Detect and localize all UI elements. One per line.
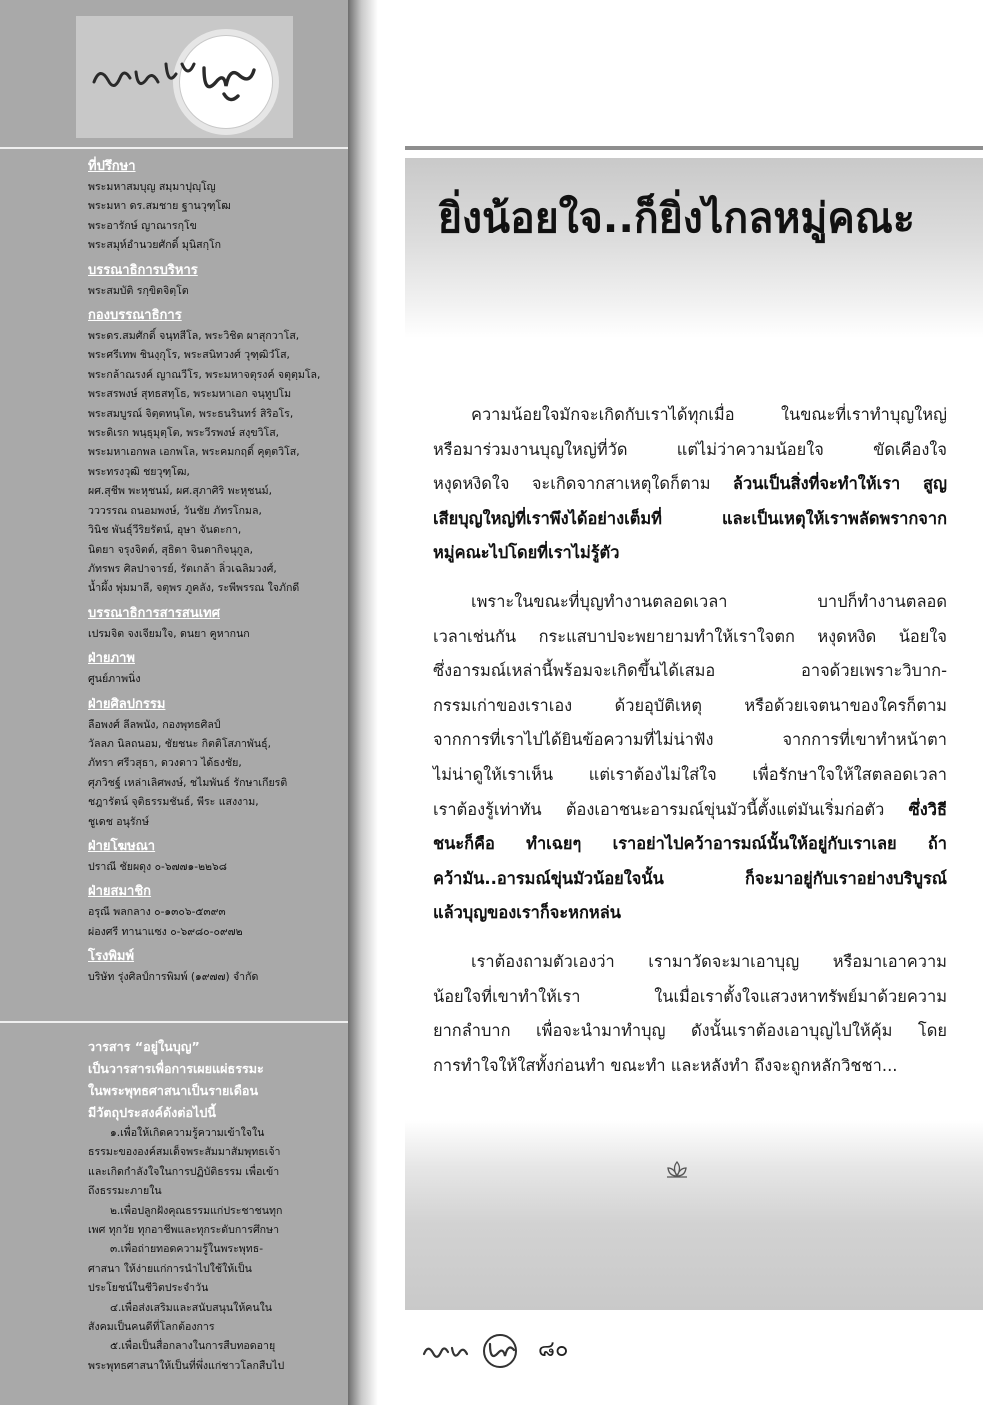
staff-line: บริษัท รุ่งศิลป์การพิมพ์ (๑๙๗๗) จำกัด (88, 971, 259, 984)
article-line (433, 585, 947, 620)
masthead-section (88, 260, 340, 301)
article-emphasis: แล้วบุญของเราก็จะหกหล่น (433, 903, 621, 923)
section-heading: บรรณาธิการบริหาร (88, 262, 198, 278)
article-title: ยิ่งน้อยใจ..ก็ยิ่งไกลหมู่คณะ (438, 194, 915, 242)
staff-line: ชูเดช อนุรักษ์ (88, 815, 149, 828)
staff-line: นิตยา จรุงจิตต์, สุธิดา จินดากิจนุกูล, (88, 543, 253, 556)
article-text: ไม่น่าดูให้เราเห็น แต่เราต้องไม่ใส่ใจ เพื่อรักษาใจให้ใสตลอดเวลา (433, 764, 947, 784)
article-line (433, 467, 947, 502)
article-text: กรรมเก่าของเราเอง ด้วยอุบัติเหตุ หรือด้วยเจตนาของใครก็ตาม (433, 695, 947, 715)
staff-line: ลือพงศ์ ลีลพนัง, กองพุทธศิลป์ (88, 718, 221, 731)
staff-line: พระอารักษ์ ญาณารกฺโข (88, 219, 197, 232)
about-line: ศาสนา ให้ง่ายแก่การนำไปใช้ให้เป็น (88, 1262, 252, 1275)
article-text: เราต้องถามตัวเองว่า เรามาวัดจะมาเอาบุญ หรือมาเอาความ (471, 951, 947, 971)
article-text: น้อยใจที่เขาทำให้เรา ในเมื่อเราตั้งใจแสวงหาทรัพย์มาด้วยความ (433, 986, 947, 1006)
article-text: เราต้องรู้เท่าทัน ต้องเอาชนะอารมณ์ขุ่นมัวนี้ตั้งแต่มันเริ่มก่อตัว (433, 799, 909, 819)
about-line: ๔.เพื่อส่งเสริมและสนับสนุนให้คนใน (110, 1301, 273, 1314)
article-line (433, 654, 947, 689)
about-line: ๓.เพื่อถ่ายทอดความรู้ในพระพุทธ- (110, 1243, 264, 1256)
staff-line: วัลลภ นิลถนอม, ชัยชนะ กิตติโสภาพันธุ์, (88, 737, 271, 750)
article-text: ยากลำบาก เพื่อจะนำมาทำบุญ ดังนั้นเราต้องเอาบุญไปให้คุ้ม โดย (433, 1021, 947, 1041)
article-paragraph (433, 585, 947, 931)
article-paragraph (433, 945, 947, 1083)
about-line: ๑.เพื่อให้เกิดความรู้ความเข้าใจใน (110, 1127, 265, 1139)
masthead-section (88, 881, 340, 942)
article-line (433, 793, 947, 828)
staff-line: วววรรณ ถนอมพงษ์, วันชัย ภัทรโกมล, (88, 504, 262, 517)
section-heading: ฝ่ายศิลปกรรม (88, 696, 166, 712)
article-emphasis: คว้ามัน..อารมณ์ขุ่นมัวน้อยใจนั้น ก็จะมาอยู่กับเราอย่างบริบูรณ์ (433, 868, 947, 888)
masthead-section (88, 305, 340, 599)
about-title-line: มีวัตถุประสงค์ดังต่อไปนี้ (88, 1105, 216, 1120)
staff-line: เปรมจิต จงเจียมใจ, ดนยา คูหากนก (88, 627, 250, 640)
article-line (433, 862, 947, 897)
article-line (433, 1049, 947, 1084)
article-emphasis: เสียบุญใหญ่ที่เราพึงได้อย่างเต็มที่ และเป็นเหตุให้เราพลัดพรากจาก (433, 508, 947, 528)
staff-line: พระสมุห์อำนวยศักดิ์ มุนิสกฺโก (88, 239, 222, 252)
staff-line: ศุภวิชฐ์ เหล่าเลิศพงษ์, ชไมพันธ์ รักษาเกียรติ (88, 776, 288, 789)
sidebar-divider-top (0, 147, 348, 149)
staff-line: พระมหาสมบุญ สมฺมาปุญฺโญ (88, 181, 216, 193)
sidebar-divider-bottom (0, 1021, 348, 1023)
staff-line: วินิช พันธุ์วีริยรัตน์, อุษา จันดะกา, (88, 524, 242, 537)
article-line (433, 980, 947, 1015)
magazine-logo-graphic (76, 16, 293, 138)
staff-line: ผ่องศรี ทานาแซง ๐-๖๙๘๐-๐๙๗๒ (88, 925, 243, 938)
masthead-section (88, 648, 340, 689)
article-line (433, 723, 947, 758)
masthead-section (88, 694, 340, 832)
article-line (433, 896, 947, 931)
staff-line: พระสมบัติ รกฺขิตจิตฺโต (88, 284, 189, 297)
article-text: หรือมาร่วมงานบุญใหญ่ที่วัด แต่ไม่ว่าความน้อยใจ ขัดเคืองใจ (433, 439, 947, 459)
about-title (88, 1036, 340, 1124)
masthead-section (88, 946, 340, 987)
about-line: ประโยชน์ในชีวิตประจำวัน (88, 1282, 209, 1295)
staff-line: น้ำผึ้ง พุ่มมาลี, จตุพร ภูคลัง, ระพีพรรณ ใจภักดี (88, 582, 300, 595)
magazine-logo (76, 16, 293, 138)
article-emphasis: หมู่คณะไปโดยที่เราไม่รู้ตัว (433, 543, 620, 563)
article-text: ความน้อยใจมักจะเกิดกับเราได้ทุกเมื่อ ในขณะที่เราทำบุญใหญ่ (471, 405, 947, 424)
staff-line: ภัทรา ศรีวสุธา, ดวงดาว ได้ธงชัย, (88, 757, 242, 770)
about-line: ๕.เพื่อเป็นสื่อกลางในการสืบทอดอายุ (110, 1340, 276, 1353)
article-emphasis: ชนะก็คือ ทำเฉยๆ เราอย่าไปคว้าอารมณ์นั้นให้อยู่กับเราเลย ถ้า (433, 834, 947, 854)
article-emphasis: ล้วนเป็นสิ่งที่จะทำให้เรา สูญ (732, 474, 947, 494)
article-text: จากการที่เราไปได้ยินข้อความที่ไม่น่าฟัง จากการที่เขาทำหน้าตา (433, 730, 947, 750)
staff-line: พระดิเรก พนฺธุมุตฺโต, พระวีรพงษ์ สงฺขวิโส, (88, 427, 280, 440)
masthead (88, 156, 340, 992)
article-line (433, 433, 947, 468)
about-line: ๒.เพื่อปลูกฝังคุณธรรมแก่ประชาชนทุก (110, 1204, 283, 1217)
article-line (433, 827, 947, 862)
about-line: สังคมเป็นคนดีที่โลกต้องการ (88, 1321, 215, 1334)
article-text: เวลาเช่นกัน กระแสบาปจะพยายามทำให้เราใจตก หงุดหงิด น้อยใจ (433, 626, 947, 646)
article-line (433, 945, 947, 980)
article-line (433, 758, 947, 793)
staff-line: พระมหาเอกพล เอกพโล, พระคมกฤดิ์ คุตฺตวิโส, (88, 446, 300, 459)
article-emphasis: ซึ่งวิธี (908, 799, 947, 819)
staff-line: พระกล้าณรงค์ ญาณวีโร, พระมหาจตุรงค์ จตุตฺมโล, (88, 368, 321, 381)
about-section (88, 1036, 340, 1376)
about-line: ธรรมะขององค์สมเด็จพระสัมมาสัมพุทธเจ้า (88, 1146, 281, 1159)
about-title-line: เป็นวารสารเพื่อการเผยแผ่ธรรมะ (88, 1061, 264, 1076)
about-title-line: วารสาร “อยู่ในบุญ” (88, 1039, 200, 1054)
article-body (433, 398, 947, 1097)
section-heading: ที่ปรึกษา (88, 159, 136, 174)
section-heading: ฝ่ายโฆษณา (88, 838, 156, 854)
staff-line: พระทรงวุฒิ ชยวุฑฺโฒ, (88, 465, 190, 478)
article-text: หงุดหงิดใจ จะเกิดจากสาเหตุใดก็ตาม (433, 474, 733, 494)
top-rule (405, 146, 983, 150)
article-line (433, 536, 947, 571)
about-line: ถึงธรรมะภายใน (88, 1185, 162, 1198)
page-number: ๘๐ (538, 1337, 569, 1362)
article-text: การทำใจให้ใสทั้งก่อนทำ ขณะทำ และหลังทำ ถึงจะถูกหลักวิชชา... (433, 1055, 898, 1075)
article-line (433, 1014, 947, 1049)
footer-logo (420, 1332, 530, 1370)
staff-line: พระสมบูรณ์ จิตฺตทนฺโต, พระธนรินทร์ สิริอโร, (88, 407, 294, 420)
staff-line: ศูนย์ภาพนิ่ง (88, 673, 141, 686)
staff-line: อรุณี พลกลาง ๐-๑๓๐๖-๕๓๙๓ (88, 906, 226, 919)
staff-line: พระมหา ดร.สมชาย ฐานวุฑฺโฒ (88, 200, 231, 213)
article-line (433, 502, 947, 537)
article-line (433, 398, 947, 433)
article-line (433, 689, 947, 724)
staff-line: พระสรพงษ์ สุทธสทฺโธ, พระมหาเอก จนฺทูปโม (88, 388, 292, 401)
staff-line: ผศ.สุชีพ พะหุชนม์, ผศ.สุภาศิริ พะหุชนม์, (88, 485, 273, 498)
article-paragraph (433, 398, 947, 571)
section-heading: โรงพิมพ์ (88, 949, 135, 965)
section-heading: กองบรรณาธิการ (88, 308, 182, 324)
about-line: และเกิดกำลังใจในการปฏิบัติธรรม เพื่อเข้า (88, 1165, 280, 1178)
masthead-section (88, 836, 340, 877)
staff-line: พระดร.สมศักดิ์ จนฺทสีโล, พระวิชิต ผาสุกวาโส, (88, 330, 300, 343)
masthead-section (88, 156, 340, 256)
lotus-icon (664, 1158, 690, 1182)
staff-line: พระศรีเทพ ชินงฺกุโร, พระสนิทวงศ์ วุฑฺฒิวํโส, (88, 349, 290, 362)
decorative-background (405, 1120, 983, 1310)
sidebar-shadow (348, 0, 378, 1405)
article-line (433, 620, 947, 655)
staff-line: ภัทรพร ศิลปาจารย์, รัตเกล้า ลิ่วเฉลิมวงศ์, (88, 562, 277, 575)
section-heading: ฝ่ายภาพ (88, 651, 135, 667)
about-line: พระพุทธศาสนาให้เป็นที่พึ่งแก่ชาวโลกสืบไป (88, 1359, 285, 1372)
section-heading: ฝ่ายสมาชิก (88, 884, 152, 900)
article-text: ซึ่งอารมณ์เหล่านี้พร้อมจะเกิดขึ้นได้เสมอ อาจด้วยเพราะวิบาก- (433, 661, 947, 681)
staff-line: ปราณี ชัยผดุง ๐-๖๗๗๑-๒๒๖๘ (88, 860, 227, 873)
staff-line: ชฎารัตน์ จุติธรรมชันธ์, พีระ แสงงาม, (88, 796, 259, 809)
masthead-section (88, 603, 340, 644)
section-heading: บรรณาธิการสารสนเทศ (88, 605, 220, 621)
about-list (88, 1124, 340, 1376)
about-title-line: ในพระพุทธศาสนาเป็นรายเดือน (88, 1083, 259, 1098)
about-line: เพศ ทุกวัย ทุกอาชีพและทุกระดับการศึกษา (88, 1224, 280, 1237)
article-text: เพราะในขณะที่บุญทำงานตลอดเวลา บาปก็ทำงานตลอด (471, 591, 947, 611)
